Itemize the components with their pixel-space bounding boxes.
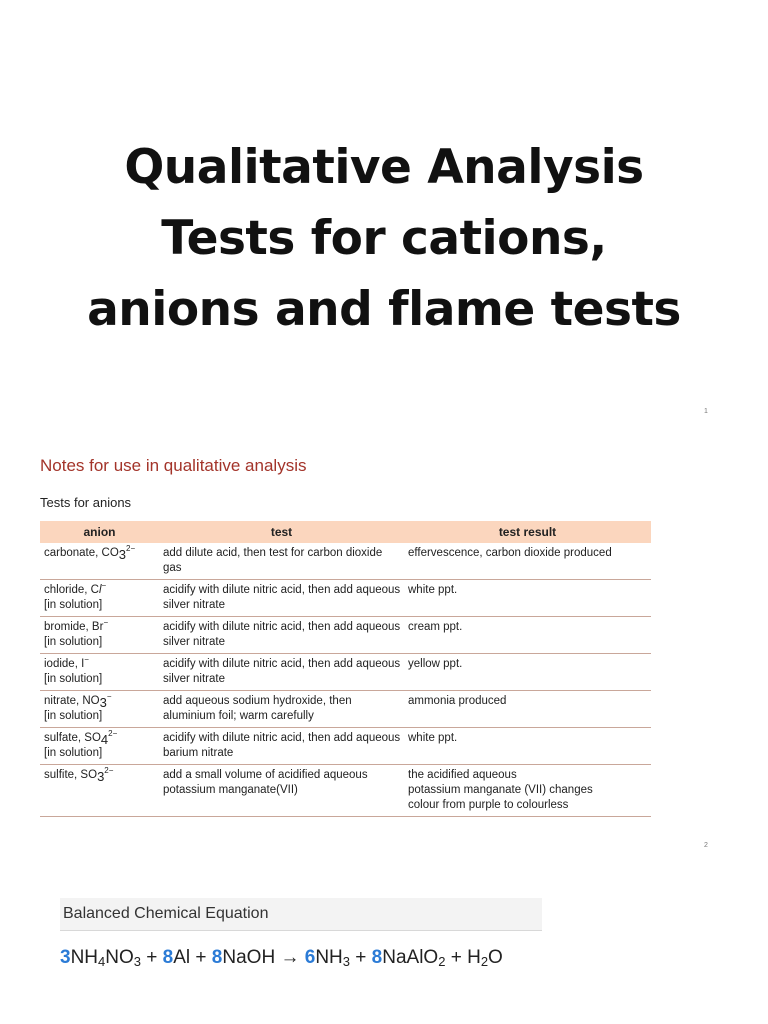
test-cell: add dilute acid, then test for carbon dioxide gas bbox=[159, 543, 404, 580]
anion-cell: nitrate, $NO_3^-$ [in solution] bbox=[40, 691, 159, 728]
anion-cell: bromide, Br− [in solution] bbox=[40, 617, 159, 654]
anion-cell: iodide, I− [in solution] bbox=[40, 654, 159, 691]
slide-title bbox=[0, 132, 768, 345]
test-cell: acidify with dilute nitric acid, then add aqueous silver nitrate bbox=[159, 654, 404, 691]
test-cell: acidify with dilute nitric acid, then add aqueous silver nitrate bbox=[159, 580, 404, 617]
title-line-1: Qualitative Analysis bbox=[124, 140, 644, 195]
table-row bbox=[40, 654, 651, 691]
page-number-2: 2 bbox=[704, 842, 708, 849]
column-header-result: test result bbox=[404, 521, 651, 543]
result-cell: effervescence, carbon dioxide produced bbox=[404, 543, 651, 580]
anion-cell: sulfate, $SO_4^{2-}$ [in solution] bbox=[40, 728, 159, 765]
anion-cell: carbonate, $CO_3^{2-}$ bbox=[40, 543, 159, 580]
anion-cell: sulfite, $SO_3^{2-}$ bbox=[40, 765, 159, 817]
notes-heading: Notes for use in qualitative analysis bbox=[40, 456, 307, 475]
test-cell: add a small volume of acidified aqueous potassium manganate(VII) bbox=[159, 765, 404, 817]
title-line-2: Tests for cations, bbox=[161, 211, 607, 266]
result-cell: cream ppt. bbox=[404, 617, 651, 654]
anion-cell: chloride, Cl− [in solution] bbox=[40, 580, 159, 617]
result-cell: the acidified aqueous potassium manganate (VII) changes colour from purple to colourless bbox=[404, 765, 651, 817]
table-row bbox=[40, 580, 651, 617]
balanced-equation: $3NH_4NO_3 + 8Al$ + 8NaOH → $6NH_3$ + 8NaAlO$_2$ + $H_2O$ bbox=[60, 947, 503, 969]
result-cell: white ppt. bbox=[404, 580, 651, 617]
equation-title-bar bbox=[60, 898, 542, 931]
anions-subheading: Tests for anions bbox=[40, 495, 132, 510]
result-cell: ammonia produced bbox=[404, 691, 651, 728]
anion-tests-table bbox=[40, 521, 651, 817]
result-cell: yellow ppt. bbox=[404, 654, 651, 691]
test-cell: acidify with dilute nitric acid, then add aqueous silver nitrate bbox=[159, 617, 404, 654]
column-header-anion: anion bbox=[40, 521, 159, 543]
equation-title: Balanced Chemical Equation bbox=[63, 905, 269, 922]
table-row bbox=[40, 543, 651, 580]
column-header-test: test bbox=[159, 521, 404, 543]
table-row bbox=[40, 728, 651, 765]
table-row bbox=[40, 691, 651, 728]
table-header-row bbox=[40, 521, 651, 543]
table-row bbox=[40, 617, 651, 654]
result-cell: white ppt. bbox=[404, 728, 651, 765]
title-line-3: anions and flame tests bbox=[87, 282, 681, 337]
table-row bbox=[40, 765, 651, 817]
page-number-1: 1 bbox=[704, 408, 708, 415]
test-cell: acidify with dilute nitric acid, then add aqueous barium nitrate bbox=[159, 728, 404, 765]
test-cell: add aqueous sodium hydroxide, then aluminium foil; warm carefully bbox=[159, 691, 404, 728]
